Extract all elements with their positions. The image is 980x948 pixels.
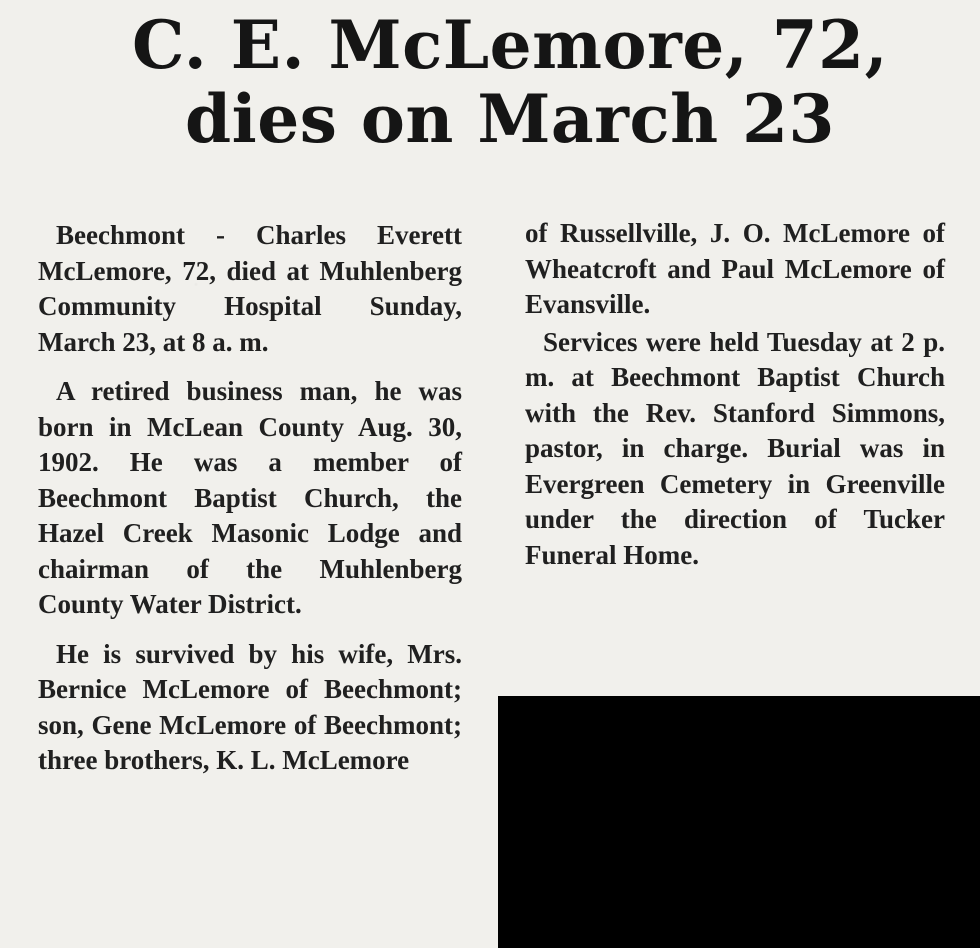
headline-line-2: dies on March 23: [185, 80, 835, 158]
left-column: [38, 218, 462, 779]
redacted-block: [498, 696, 980, 948]
paragraph-survivors: He is survived by his wife, Mrs. Bernice McLemore of Beechmont; son, Gene McLemore of Beechmont; three brothers, K. L. McLemore: [38, 638, 462, 775]
headline: [80, 8, 940, 156]
right-column: [525, 216, 945, 573]
paragraph-biography: A retired business man, he was born in McLean County Aug. 30, 1902. He was a member of Beechmont Baptist Church, the Hazel Creek Masonic Lodge and chairman of the Muhlenberg County Water District.: [38, 376, 462, 619]
paragraph-services: Services were held Tuesday at 2 p. m. at Beechmont Baptist Church with the Rev. Stanford Simmons, pastor, in charge. Burial was in Evergreen Cemetery in Greenville under the direction of Tucker Funeral Home.: [525, 326, 945, 570]
paragraph-survivors-continued: of Russellville, J. O. McLemore of Wheatcroft and Paul McLemore of Evansville.: [525, 218, 945, 319]
headline-line-1: C. E. McLemore, 72,: [131, 6, 889, 84]
paragraph-death-notice: Beechmont - Charles Everett McLemore, 72, died at Muhlenberg Community Hospital Sunday, March 23, at 8 a. m.: [38, 220, 462, 357]
